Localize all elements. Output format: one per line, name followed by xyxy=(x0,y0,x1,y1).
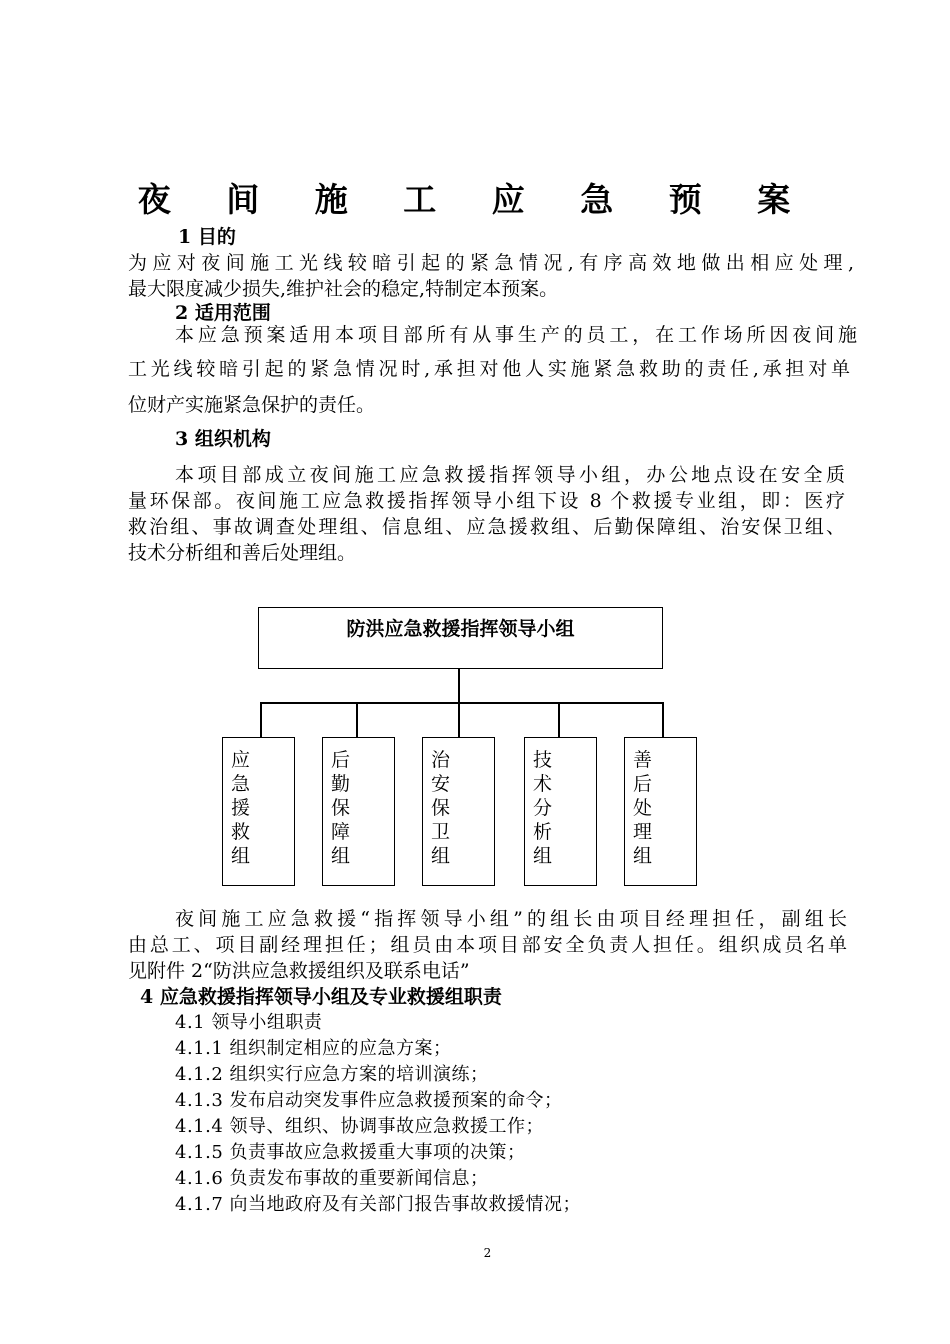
org-chart-group-label: 后勤保障组 xyxy=(331,749,351,867)
page-number: 2 xyxy=(483,1246,492,1260)
section-1-line-1: 为应对夜间施工光线较暗引起的紧急情况,有序高效地做出相应处理, xyxy=(128,252,854,274)
org-chart-connector-horizontal xyxy=(260,702,664,704)
org-chart-top-box xyxy=(258,607,663,669)
org-chart-top-label: 防洪应急救援指挥领导小组 xyxy=(346,618,575,640)
list-item: 4.1.3 发布启动突发事件应急救援预案的命令； xyxy=(175,1090,563,1111)
org-chart-group-box xyxy=(624,737,697,886)
org-description-line-2: 由总工、项目副经理担任；组员由本项目部安全负责人担任。组织成员名单 xyxy=(128,934,847,956)
org-chart-group-label: 治安保卫组 xyxy=(431,749,451,867)
org-chart-branch xyxy=(458,702,460,737)
section-3-heading: 3 组织机构 xyxy=(175,428,271,450)
org-chart-branch xyxy=(260,702,262,737)
org-chart-connector-vertical xyxy=(458,669,460,702)
section-3-line-4: 技术分析组和善后处理组。 xyxy=(128,542,357,564)
section-2-line-3: 位财产实施紧急保护的责任。 xyxy=(128,394,376,416)
org-description-line-3: 见附件 2“防洪应急救援组织及联系电话” xyxy=(128,960,470,982)
list-item: 4.1.2 组织实行应急方案的培训演练； xyxy=(175,1064,489,1085)
org-chart-group-label: 技术分析组 xyxy=(533,749,553,867)
document-title: 夜 间 施 工 应 急 预 案 xyxy=(137,180,813,219)
section-3-line-2: 量环保部。夜间施工应急救援指挥领导小组下设 8 个救援专业组，即：医疗 xyxy=(128,490,845,512)
org-chart-group-box xyxy=(222,737,295,886)
section-1-heading: 1 目的 xyxy=(178,226,236,248)
org-chart-branch xyxy=(356,702,358,737)
list-item: 4.1.7 向当地政府及有关部门报告事故救援情况； xyxy=(175,1194,582,1215)
section-3-line-3: 救治组、事故调查处理组、信息组、应急援救组、后勤保障组、治安保卫组、 xyxy=(128,516,845,538)
list-item: 4.1.4 领导、组织、协调事故应急救援工作； xyxy=(175,1116,545,1137)
org-description-line-1: 夜间施工应急救援“指挥领导小组”的组长由项目经理担任，副组长 xyxy=(175,908,847,930)
section-1-line-2: 最大限度减少损失,维护社会的稳定,特制定本预案。 xyxy=(128,278,559,300)
section-4-heading: 4 应急救援指挥领导小组及专业救援组职责 xyxy=(140,986,502,1008)
list-item: 4.1.6 负责发布事故的重要新闻信息； xyxy=(175,1168,489,1189)
org-chart-branch xyxy=(662,702,664,737)
org-chart-group-box xyxy=(524,737,597,886)
list-item: 4.1 领导小组职责 xyxy=(175,1012,323,1033)
org-chart-group-label: 善后处理组 xyxy=(633,749,653,867)
org-chart-group-label: 应急援救组 xyxy=(231,749,251,867)
list-item: 4.1.1 组织制定相应的应急方案； xyxy=(175,1038,452,1059)
section-2-heading: 2 适用范围 xyxy=(175,302,271,324)
org-chart-branch xyxy=(558,702,560,737)
org-chart-group-box xyxy=(322,737,395,886)
org-chart-group-box xyxy=(422,737,495,886)
list-item: 4.1.5 负责事故应急救援重大事项的决策； xyxy=(175,1142,526,1163)
section-2-line-1: 本应急预案适用本项目部所有从事生产的员工，在工作场所因夜间施 xyxy=(175,324,857,346)
section-3-line-1: 本项目部成立夜间施工应急救援指挥领导小组，办公地点设在安全质 xyxy=(175,464,845,486)
section-2-line-2: 工光线较暗引起的紧急情况时,承担对他人实施紧急救助的责任,承担对单 xyxy=(128,358,850,380)
